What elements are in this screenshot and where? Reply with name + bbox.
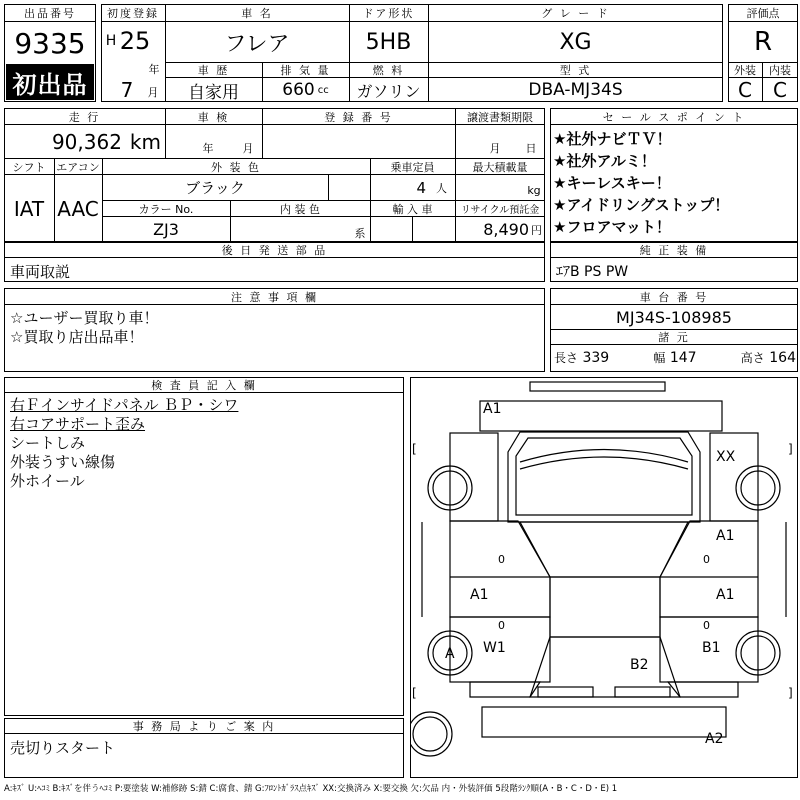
int-color-unit: 系 xyxy=(354,227,366,240)
sales-point: ★社外ナビＴＶ！ xyxy=(553,130,672,148)
later-parts-value: 車両取説 xyxy=(10,263,71,281)
caution-item: ☆ユーザー買取り車！ xyxy=(10,309,159,327)
inspection-year-unit: 年 xyxy=(202,142,214,155)
color: ブラック xyxy=(185,179,245,197)
bracket-left-bottom: [ xyxy=(412,686,417,700)
bracket-right-bottom: ] xyxy=(788,686,793,700)
inspector-note: 外装うすい線傷 xyxy=(10,453,116,471)
width-label: 幅 xyxy=(653,351,666,365)
era: H xyxy=(105,33,117,49)
mark-front-right: XX xyxy=(716,449,736,465)
door-label: ドア形状 xyxy=(362,7,415,20)
aircon: AAC xyxy=(57,197,99,221)
color-label: 外 装 色 xyxy=(211,160,261,174)
equipment-label: 純 正 装 備 xyxy=(639,244,709,257)
lot-number: 9335 xyxy=(14,26,86,60)
specs-label: 諸 元 xyxy=(658,331,690,344)
sales-point: ★社外アルミ！ xyxy=(553,152,656,170)
score-label: 評価点 xyxy=(746,7,780,20)
capacity-label: 乗車定員 xyxy=(390,160,435,174)
reg-number-label: 登 録 番 号 xyxy=(324,110,393,124)
office-label: 事 務 局 よ り ご 案 内 xyxy=(132,720,276,733)
month-unit: 月 xyxy=(147,86,159,99)
import-label: 輸 入 車 xyxy=(392,202,433,216)
color-no: ZJ3 xyxy=(153,220,179,239)
mark-right-rear-fender: B1 xyxy=(702,640,721,656)
int-grade: C xyxy=(773,78,787,102)
mark-rear-bumper: A2 xyxy=(705,731,724,747)
max-load-label: 最大積載量 xyxy=(472,160,528,174)
inspector-note: 右Ｆインサイドパネル ＢＰ・シワ xyxy=(10,396,239,414)
fuel-label: 燃 料 xyxy=(372,63,405,77)
grade-label: グ レ ー ド xyxy=(541,7,610,20)
score: R xyxy=(753,27,773,57)
model-label: 型 式 xyxy=(559,63,592,77)
chassis-number: MJ34S-108985 xyxy=(616,307,732,327)
displacement-label: 排 気 量 xyxy=(280,63,331,77)
capacity: 4 人 xyxy=(416,178,447,197)
int-color-label: 内 装 色 xyxy=(280,202,320,216)
mark-right-rear-door: A1 xyxy=(716,587,735,603)
inspection-label: 車 検 xyxy=(197,110,230,124)
sales-point: ★アイドリングストップ！ xyxy=(553,196,730,214)
inspector-note: 右コアサポート歪み xyxy=(10,415,146,433)
inspector-notes xyxy=(10,396,238,491)
history: 自家用 xyxy=(188,82,239,102)
bracket-right-top: ] xyxy=(788,442,793,456)
aircon-label: エアコン xyxy=(56,160,100,174)
transfer-month-unit: 月 xyxy=(489,142,501,155)
door-type: 5HB xyxy=(365,29,412,55)
length-label: 長さ xyxy=(554,351,579,365)
mark-left-rear-fender: W1 xyxy=(483,640,506,656)
damage-legend: A:ｷｽﾞ U:ﾍｺﾐ B:ｷｽﾞを伴うﾍｺﾐ P:要塗装 W:補修跡 S:錆 C:腐食、錆 G:ﾌﾛﾝﾄｶﾞﾗｽ点ｷｽﾞ XX:交換済み X:要交換 欠:欠品 内・外装評価 5段階ﾗﾝｸ順(A・B・C・D・E) 1 xyxy=(4,784,618,794)
caution-label: 注 意 事 項 欄 xyxy=(231,290,318,304)
ext-grade: C xyxy=(738,78,752,102)
later-parts-label: 後 日 発 送 部 品 xyxy=(221,244,328,257)
history-label: 車 歴 xyxy=(197,63,230,77)
mark-left-rear-door: A1 xyxy=(470,587,489,603)
width: 147 xyxy=(669,350,697,366)
transfer-deadline-label: 譲渡書類期限 xyxy=(467,110,533,124)
year-unit: 年 xyxy=(148,63,160,76)
car-diagram-svg xyxy=(410,377,798,778)
length: 339 xyxy=(582,350,610,366)
sales-point: ★キーレスキー！ xyxy=(553,174,671,192)
first-listing-badge: 初出品 xyxy=(6,64,94,100)
mark-rear-center: B2 xyxy=(630,657,649,673)
specs-row xyxy=(554,349,796,366)
first-reg-label: 初度登録 xyxy=(107,7,159,20)
sales-points-list xyxy=(553,128,796,238)
color-no-label: カラー No. xyxy=(138,202,194,216)
zero-mark: 0 xyxy=(703,553,710,566)
mark-front-left: A1 xyxy=(483,401,502,417)
sales-point: ★フロアマット！ xyxy=(553,218,671,236)
height: 164 xyxy=(769,350,796,366)
equipment-value: ｴｱB PS PW xyxy=(556,264,629,280)
reg-month: 7 xyxy=(120,78,134,102)
inspection-month-unit: 月 xyxy=(242,142,254,155)
recycle-fee: 8,490 円 xyxy=(483,220,542,239)
ext-label: 外装 xyxy=(734,63,756,77)
recycle-label: リサイクル預託金 xyxy=(460,205,540,216)
office-value: 売切りスタート xyxy=(10,739,116,757)
max-load-unit: kg xyxy=(527,183,541,197)
grade: XG xyxy=(559,29,592,55)
car-name: フレア xyxy=(224,31,290,57)
mark-left-rear-wheel: A xyxy=(445,646,455,662)
zero-mark: 0 xyxy=(703,619,710,632)
sales-points-label: セ ー ル ス ポ イ ン ト xyxy=(602,110,746,124)
transfer-day-unit: 日 xyxy=(525,142,537,155)
inspector-note: 外ホイール xyxy=(10,472,85,490)
caution-item: ☆買取り店出品車！ xyxy=(10,328,144,346)
mileage: 90,362 km xyxy=(51,130,161,154)
inspector-label: 検 査 員 記 入 欄 xyxy=(151,379,257,392)
shift: IAT xyxy=(13,197,45,221)
model-code: DBA-MJ34S xyxy=(528,80,623,100)
caution-list xyxy=(10,309,158,347)
lot-label: 出品番号 xyxy=(24,7,76,20)
zero-mark: 0 xyxy=(498,553,505,566)
int-label: 内装 xyxy=(769,63,791,77)
mileage-label: 走 行 xyxy=(68,110,101,124)
bracket-left-top: [ xyxy=(412,442,417,456)
shift-label: シフト xyxy=(12,160,46,174)
inspector-note: シートしみ xyxy=(10,434,86,452)
height-label: 高さ xyxy=(740,351,765,365)
displacement: 660 cc xyxy=(282,80,329,100)
zero-mark: 0 xyxy=(498,619,505,632)
chassis-label: 車 台 番 号 xyxy=(639,290,709,304)
mark-right-front-door: A1 xyxy=(716,528,735,544)
car-name-label: 車 名 xyxy=(241,7,273,20)
reg-year: 25 xyxy=(119,27,151,55)
fuel: ガソリン xyxy=(356,81,421,101)
